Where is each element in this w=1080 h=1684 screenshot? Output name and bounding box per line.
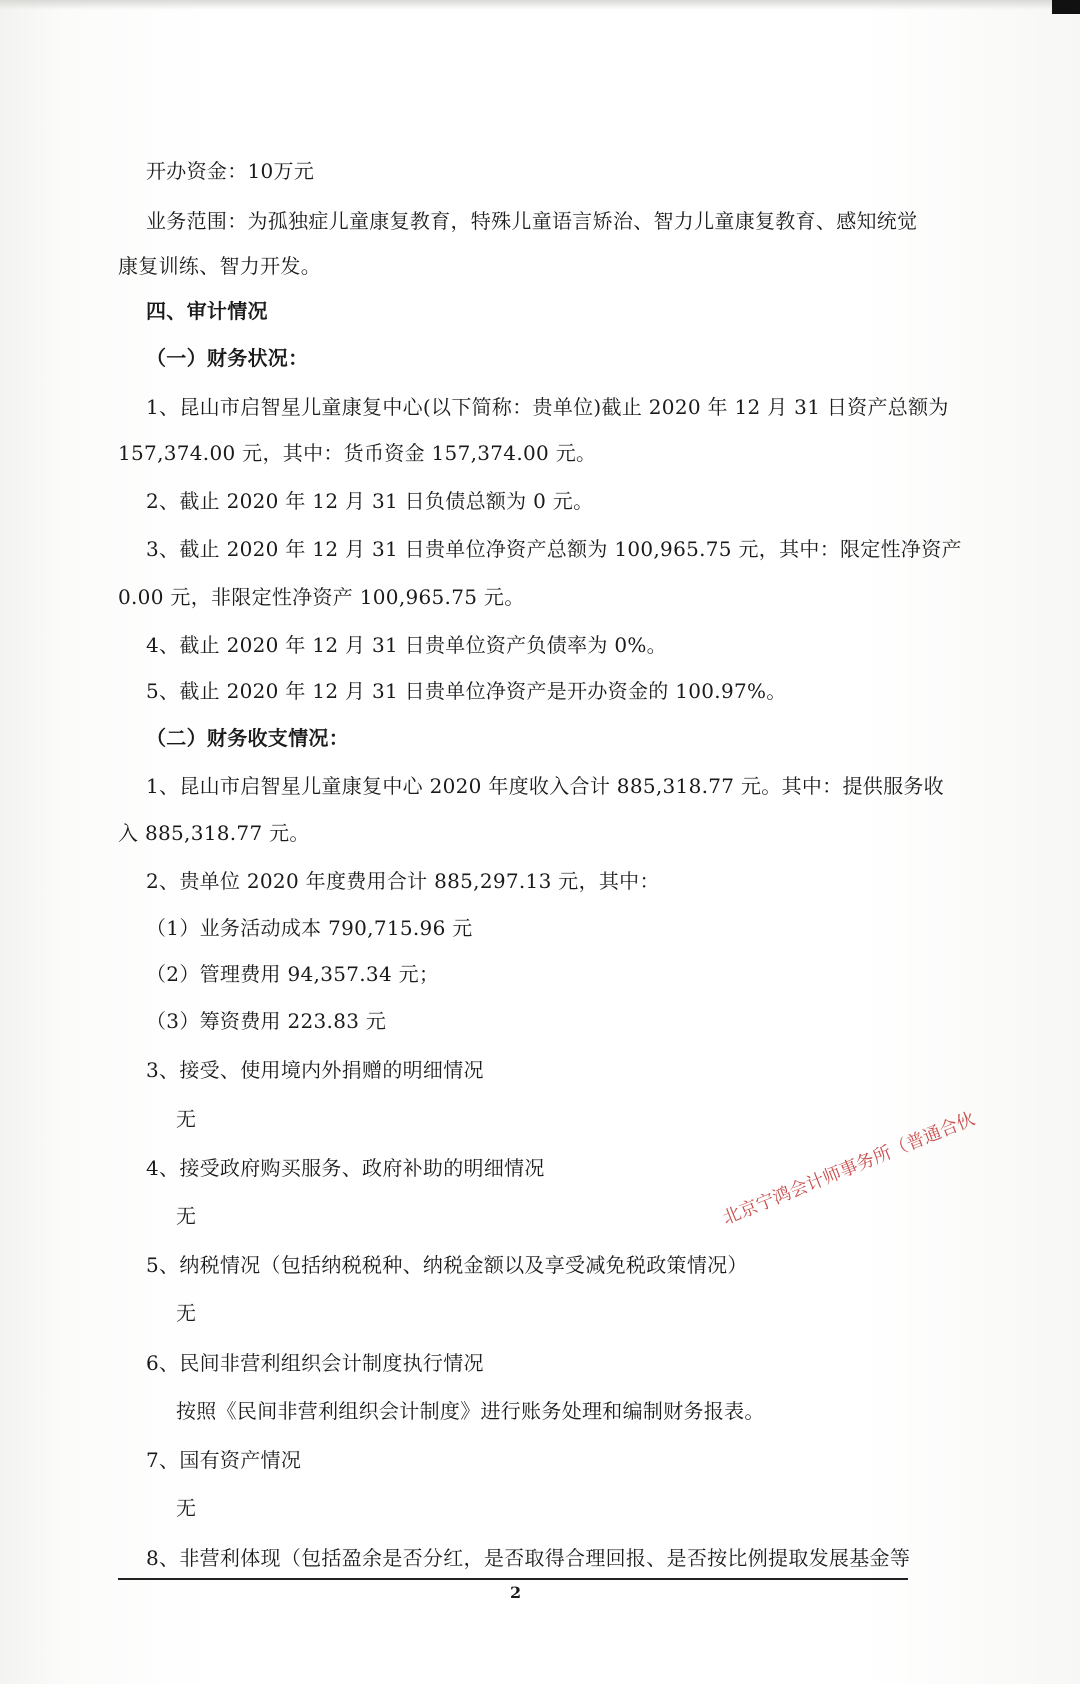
footer-rule bbox=[118, 1578, 908, 1580]
line-item-4: 4、截止 2020 年 12 月 31 日贵单位资产负债率为 0%。 bbox=[146, 633, 667, 657]
line-item-donations: 3、接受、使用境内外捐赠的明细情况 bbox=[146, 1058, 484, 1082]
line-expense-2: 2、贵单位 2020 年度费用合计 885,297.13 元，其中： bbox=[146, 869, 660, 893]
line-item-1: 1、昆山市启智星儿童康复中心(以下简称：贵单位)截止 2020 年 12 月 31 日资产总额为 bbox=[146, 395, 949, 419]
line-item-5: 5、截止 2020 年 12 月 31 日贵单位净资产是开办资金的 100.97%。 bbox=[146, 679, 787, 703]
line-income-1: 1、昆山市启智星儿童康复中心 2020 年度收入合计 885,318.77 元。其中：提供服务收 bbox=[146, 774, 944, 798]
line-state-assets-value: 无 bbox=[176, 1496, 197, 1520]
line-accounting-system-value: 按照《民间非营利组织会计制度》进行账务处理和编制财务报表。 bbox=[176, 1399, 765, 1423]
subsection-heading-financial-status: （一）财务状况： bbox=[146, 346, 309, 370]
line-item-2: 2、截止 2020 年 12 月 31 日负债总额为 0 元。 bbox=[146, 489, 594, 513]
page-top-shadow bbox=[0, 0, 1080, 10]
page-number: 2 bbox=[510, 1583, 522, 1602]
line-business-scope-cont: 康复训练、智力开发。 bbox=[118, 254, 321, 278]
section-heading-audit: 四、审计情况 bbox=[146, 299, 268, 323]
line-item-state-assets: 7、国有资产情况 bbox=[146, 1448, 302, 1472]
line-expense-2-1: （1）业务活动成本 790,715.96 元 bbox=[146, 916, 473, 940]
line-business-scope: 业务范围：为孤独症儿童康复教育，特殊儿童语言矫治、智力儿童康复教育、感知统觉 bbox=[146, 209, 918, 233]
page-corner-mark bbox=[1052, 0, 1080, 14]
line-donations-value: 无 bbox=[176, 1107, 197, 1131]
line-funding: 开办资金：10万元 bbox=[146, 159, 315, 183]
red-seal-stamp: 北京宁鸿会计师事务所（普通合伙 bbox=[719, 1108, 978, 1230]
line-item-3: 3、截止 2020 年 12 月 31 日贵单位净资产总额为 100,965.75 元，其中：限定性净资产 bbox=[146, 537, 962, 561]
line-government-value: 无 bbox=[176, 1204, 197, 1228]
line-item-government: 4、接受政府购买服务、政府补助的明细情况 bbox=[146, 1156, 545, 1180]
line-item-1-cont: 157,374.00 元，其中：货币资金 157,374.00 元。 bbox=[118, 441, 597, 465]
line-item-accounting-system: 6、民间非营利组织会计制度执行情况 bbox=[146, 1351, 484, 1375]
subsection-heading-income-expense: （二）财务收支情况： bbox=[146, 726, 349, 750]
line-item-tax: 5、纳税情况（包括纳税税种、纳税金额以及享受减免税政策情况） bbox=[146, 1253, 748, 1277]
line-expense-2-2: （2）管理费用 94,357.34 元； bbox=[146, 962, 440, 986]
line-income-1-cont: 入 885,318.77 元。 bbox=[118, 821, 310, 845]
line-item-nonprofit: 8、非营利体现（包括盈余是否分红，是否取得合理回报、是否按比例提取发展基金等 bbox=[146, 1546, 911, 1570]
line-expense-2-3: （3）筹资费用 223.83 元 bbox=[146, 1009, 387, 1033]
line-item-3-cont: 0.00 元，非限定性净资产 100,965.75 元。 bbox=[118, 585, 525, 609]
line-tax-value: 无 bbox=[176, 1301, 197, 1325]
